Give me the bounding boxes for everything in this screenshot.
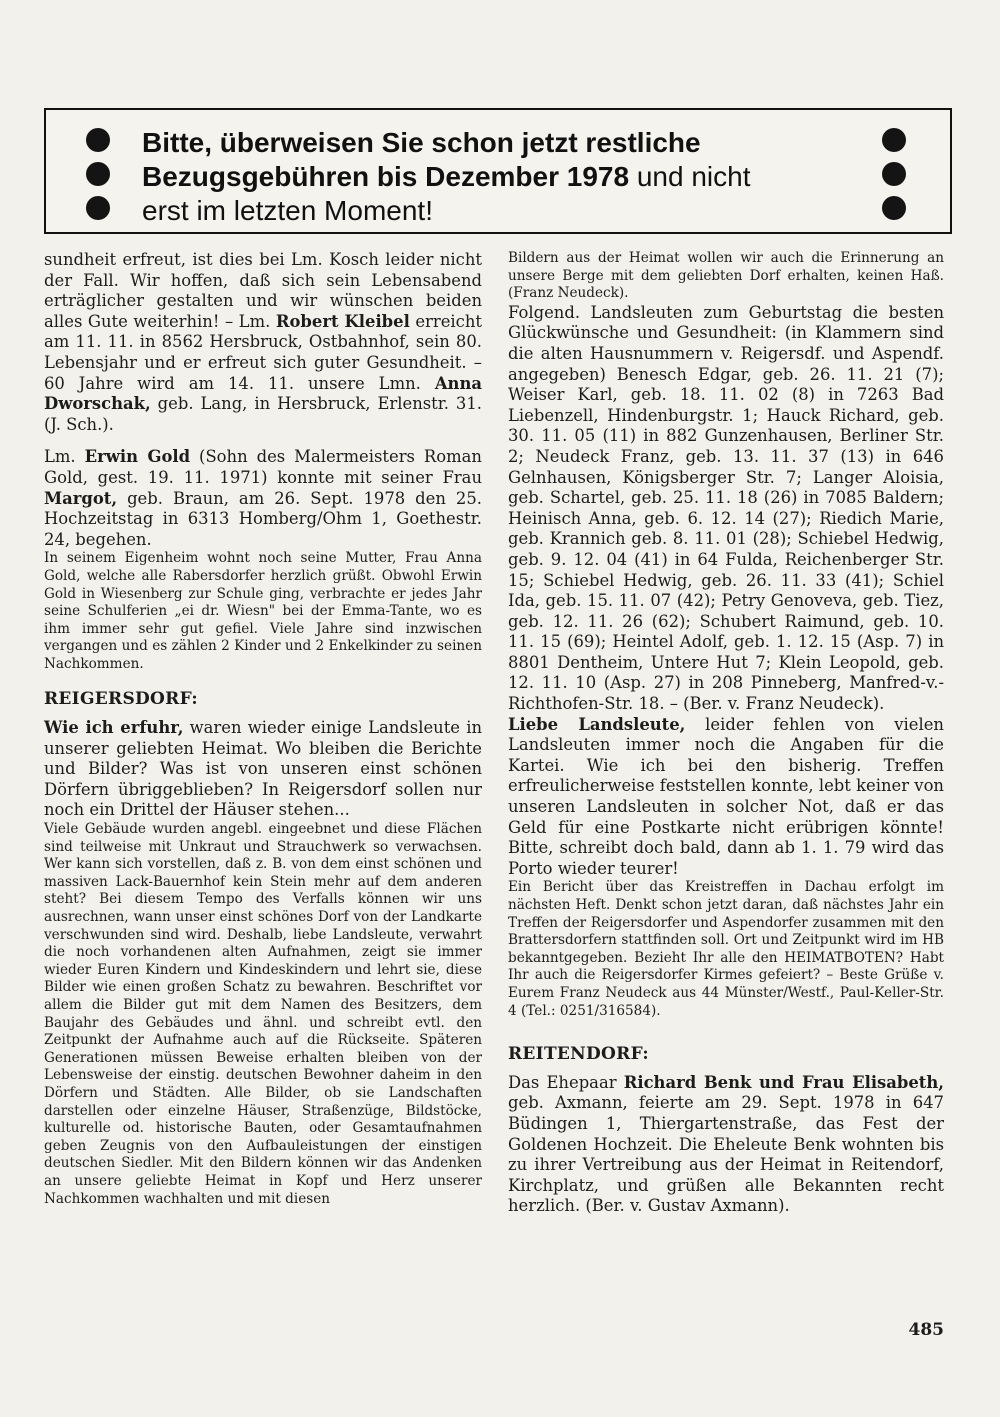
person-name: Margot, [44, 488, 118, 508]
notice-line-1: Bitte, überweisen Sie schon jetzt restliche [142, 127, 701, 158]
paragraph: sundheit erfreut, ist dies bei Lm. Kosch leider nicht der Fall. Wir hoffen, daß sich sein Lebensabend erträglicher gestalten und wir wünschen beiden alles Gute weiterhin! – Lm. Robert Kleibel erreicht am 11. 11. in 8562 Hersbruck, Ostbahnhof, sein 80. Lebensjahr und er erfreut sich guter Gesundheit. – 60 Jahre wird am 14. 11. unsere Lmn. Anna Dworschak, geb. Lang, in Hersbruck, Erlenstr. 31. (J. Sch.). [44, 250, 482, 434]
paragraph-small: Bildern aus der Heimat wollen wir auch die Erinnerung an unsere Berge mit dem geliebten Dorf erhalten, keinen Haß. (Franz Neudeck). [508, 250, 944, 302]
paragraph-small: In seinem Eigenheim wohnt noch seine Mutter, Frau Anna Gold, welche alle Rabersdorfer herzlich grüßt. Obwohl Erwin Gold in Wiesenberg zur Schule ging, verbrachte er jedes Jahr seine Schulferien „ei dr. Wiesn" bei der Emma-Tante, wo es ihm immer sehr gut gefiel. Viele Jahre sind inzwischen vergangen und es zählen 2 Kinder und 2 Enkelkinder zu seinen Nachkommen. [44, 550, 482, 672]
notice-line-2-bold: Bezugsgebühren bis Dezember 1978 [142, 161, 630, 192]
paragraph: Das Ehepaar Richard Benk und Frau Elisabeth, geb. Axmann, feierte am 29. Sept. 1978 in 647 Büdingen 1, Thiergartenstraße, das Fest der Goldenen Hochzeit. Die Eheleute Benk wohnten bis zu ihrer Vertreibung aus der Heimat in Reitendorf, Kirchplatz, und grüßen alle Bekannten recht herzlich. (Ber. v. Gustav Axmann). [508, 1072, 944, 1216]
page-number: 485 [908, 1320, 944, 1340]
payment-notice-box [44, 108, 952, 234]
paragraph-small: Ein Bericht über das Kreistreffen in Dachau erfolgt im nächsten Heft. Denkt schon jetzt daran, daß nächstes Jahr ein Treffen der Reigersdorfer und Aspendorfer zusammen mit den Brattersdorfern stattfinden soll. Ort und Zeitpunkt wird im HB bekanntgegeben. Bezieht Ihr alle den HEIMATBOTEN? Habt Ihr auch die Reigersdorfer Kirmes gefeiert? – Beste Grüße v. Eurem Franz Neudeck aus 44 Münster/Westf., Paul-Keller-Str. 4 (Tel.: 0251/316584). [508, 879, 944, 1019]
left-column [44, 250, 482, 1208]
bullet-dot-icon [882, 162, 906, 186]
person-name: Erwin Gold [84, 447, 191, 467]
person-name: Robert Kleibel [275, 311, 410, 331]
lead-in: Liebe Landsleute, [508, 714, 686, 734]
bullet-dot-icon [882, 196, 906, 220]
person-name: Anna Dworschak, [44, 373, 482, 414]
paragraph: Wie ich erfuhr, waren wieder einige Landsleute in unserer geliebten Heimat. Wo bleiben die Berichte und Bilder? Was ist von unseren einst schönen Dörfern übriggeblieben? In Reigersdorf sollen nur noch ein Drittel der Häuser stehen... [44, 718, 482, 820]
right-column [508, 250, 944, 1217]
bullet-dot-icon [86, 196, 110, 220]
paragraph: Liebe Landsleute, leider fehlen von vielen Landsleuten immer noch die Angaben für die Kartei. Wie ich bei den bisherig. Treffen erfreulicherweise feststellen konnte, lebt keiner von unseren Landsleuten in solcher Not, daß er das Geld für eine Postkarte nicht erübrigen könnte! Bitte, schreibt doch bald, dann ab 1. 1. 79 wird das Porto wieder teurer! [508, 714, 944, 878]
notice-text [142, 126, 862, 228]
bullet-dot-icon [882, 128, 906, 152]
paragraph-birthdays: Folgend. Landsleuten zum Geburtstag die besten Glückwünsche und Gesundheit: (in Klammern sind die alten Hausnummern v. Reigersdf. und Aspendf. angegeben) Benesch Edgar, geb. 26. 11. 21 (7); Weiser Karl, geb. 18. 11. 02 (8) in 7263 Bad Liebenzell, Hindenburgstr. 1; Hauck Richard, geb. 30. 11. 05 (11) in 882 Gunzenhausen, Berliner Str. 2; Neudeck Franz, geb. 13. 11. 37 (13) in 646 Gelnhausen, Königsberger Str. 7; Langer Aloisia, geb. Schartel, geb. 25. 11. 18 (26) in 7085 Baldern; Heinisch Anna, geb. 6. 12. 14 (27); Riedich Marie, geb. Krannich geb. 8. 11. 01 (28); Schiebel Hedwig, geb. 9. 12. 04 (41) in 64 Fulda, Reichenberger Str. 15; Schiebel Hedwig, geb. 26. 11. 33 (41); Schiel Ida, geb. 15. 11. 07 (42); Petry Genoveva, geb. Tiez, geb. 12. 11. 26 (62); Schubert Raimund, geb. 10. 11. 15 (69); Heintel Adolf, geb. 1. 12. 15 (Asp. 7) in 8801 Dentheim, Untere Hut 7; Klein Leopold, geb. 12. 11. 10 (Asp. 27) in 208 Pinneberg, Manfred-v.-Richthofen-Str. 18. – (Ber. v. Franz Neudeck). [508, 302, 944, 714]
paragraph-small: Viele Gebäude wurden angebl. eingeebnet und diese Flächen sind teilweise mit Unkraut und Strauchwerk so verwachsen. Wer kann sich vorstellen, daß z. B. von dem einst schönen und massiven Lack-Bauernhof kein Stein mehr auf dem anderen steht? Bei diesem Tempo des Verfalls können wir uns ausrechnen, wann unser einst schönes Dorf von der Landkarte verschwunden sind wird. Deshalb, liebe Landsleute, verwahrt die noch vorhandenen alten Aufnahmen, zeigt sie immer wieder Euren Kindern und Kindeskindern und lehrt sie, diese Bilder wie einen großen Schatz zu bewahren. Beschriftet vor allem die Bilder gut mit dem Namen des Besitzers, dem Baujahr des Gebäudes und ähnl. und schreibt evtl. den Zeitpunkt der Aufnahme auch auf die Rückseite. Späteren Generationen müssen Beweise erhalten bleiben von der Lebensweise der einstig. deutschen Bewohner daheim in den Dörfern und Städten. Alle Bilder, ob sie Landschaften darstellen oder einzelne Häuser, Straßenzüge, Bildstöcke, kulturelle od. historische Bauten, oder Gesamtaufnahmen geben Zeugnis von den Aufbauleistungen der einstigen deutschen Siedler. Mit den Bildern können wir das Andenken an unsere geliebte Heimat in Kopf und Herz unserer Nachkommen wachhalten und mit diesen [44, 821, 482, 1207]
bullet-dot-icon [86, 162, 110, 186]
notice-line-2-rest: und nicht [629, 161, 751, 192]
section-heading-reigersdorf: REIGERSDORF: [44, 689, 198, 710]
notice-line-3: erst im letzten Moment! [142, 195, 433, 226]
paragraph: Lm. Erwin Gold (Sohn des Malermeisters Roman Gold, gest. 19. 11. 1971) konnte mit seiner Frau Margot, geb. Braun, am 26. Sept. 1978 den 25. Hochzeitstag in 6313 Homberg/Ohm 1, Goethestr. 24, begehen. [44, 447, 482, 549]
lead-in: Wie ich erfuhr, [44, 718, 184, 738]
section-heading-reitendorf: REITENDORF: [508, 1044, 649, 1065]
bullet-dot-icon [86, 128, 110, 152]
person-name: Richard Benk und Frau Elisabeth, [623, 1072, 944, 1092]
